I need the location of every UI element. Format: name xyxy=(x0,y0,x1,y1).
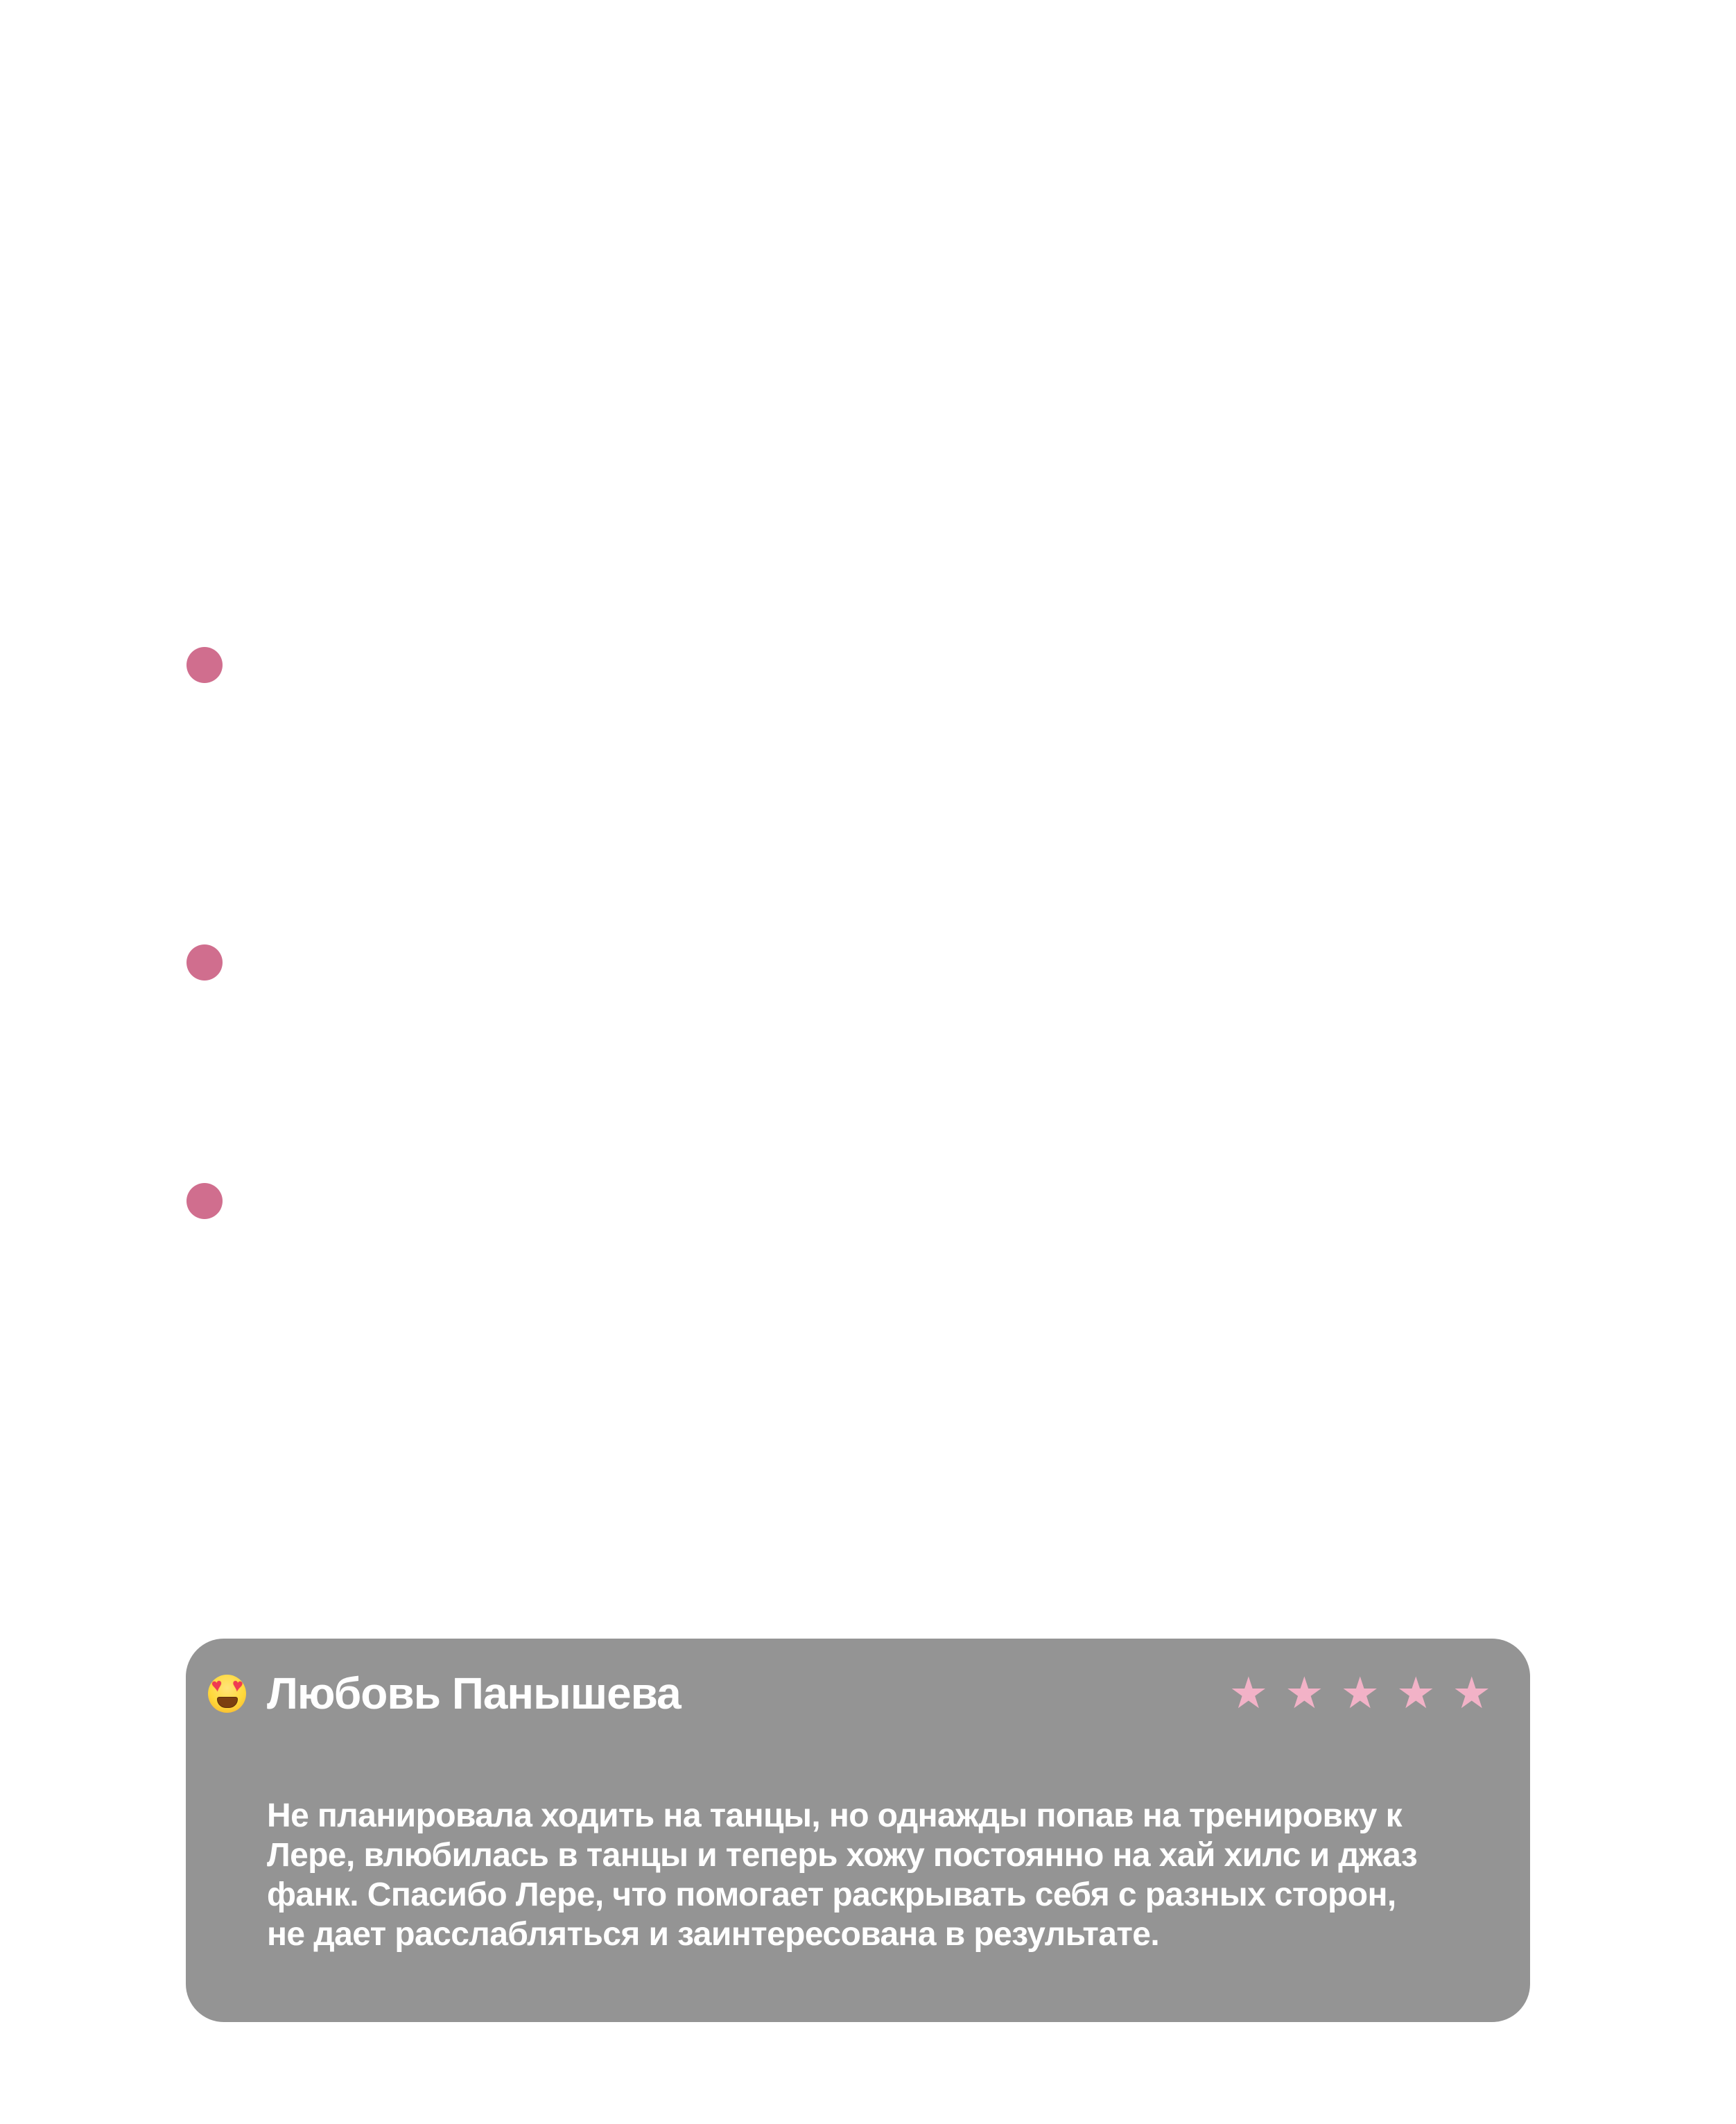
review-card xyxy=(186,1639,1530,2022)
review-card-header xyxy=(208,1668,1508,1718)
review-text-line: Не планировала ходить на танцы, но однажды попав на тренировку к xyxy=(267,1797,1403,1834)
review-text-line: не дает расслабляться и заинтересована в результате. xyxy=(267,1916,1160,1953)
review-text-line: Лере, влюбилась в танцы и теперь хожу постоянно на хай хилс и джаз xyxy=(267,1837,1418,1874)
heart-icon: ♥ xyxy=(231,1673,244,1696)
review-text xyxy=(267,1796,1491,1954)
bullet-dot-3 xyxy=(186,1183,223,1219)
review-text-line: фанк. Спасибо Лере, что помогает раскрывать себя с разных сторон, xyxy=(267,1876,1396,1913)
emoji-mouth xyxy=(217,1697,238,1708)
heart-icon: ♥ xyxy=(210,1673,223,1696)
bullet-dot-1 xyxy=(186,647,223,683)
heart-eyes-emoji-icon xyxy=(208,1675,246,1713)
bullet-dot-2 xyxy=(186,944,223,981)
rating-stars-icon: ★★★★★ xyxy=(1229,1669,1508,1718)
reviewer-name: Любовь Панышева xyxy=(267,1668,681,1718)
